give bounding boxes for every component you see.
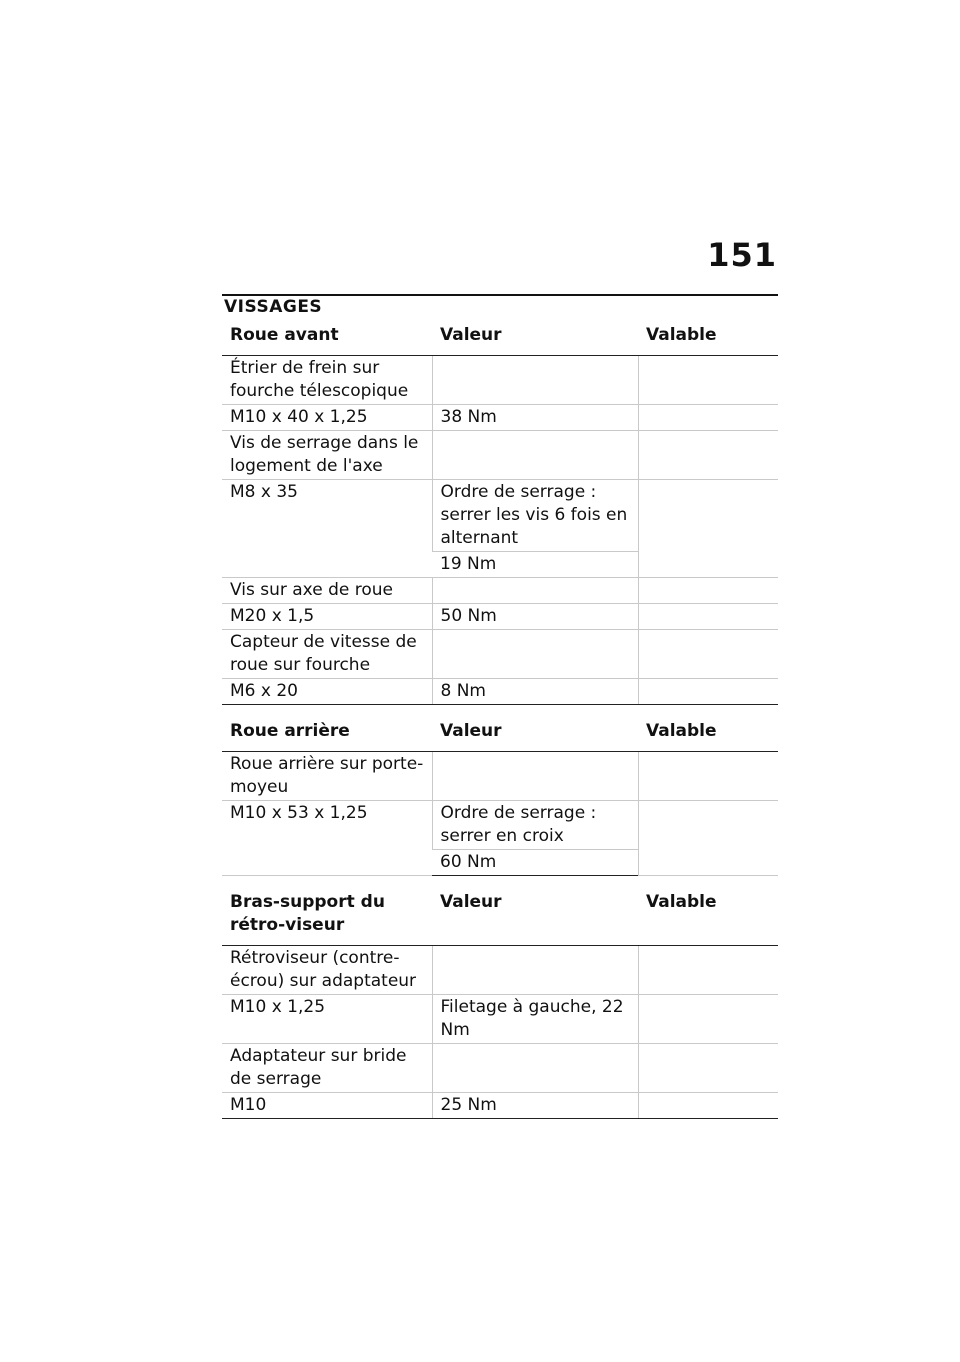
column-header: Bras-support du rétro-viseur [222, 887, 432, 946]
table-header-row [222, 320, 778, 356]
table-row [222, 604, 778, 630]
table-row [222, 946, 778, 995]
thread-cell: M10 x 53 x 1,25 [222, 801, 432, 876]
table-row [222, 356, 778, 405]
thread-cell: M8 x 35 [222, 480, 432, 578]
table-row [222, 630, 778, 679]
section-title: VISSAGES [224, 297, 323, 317]
table-row [222, 405, 778, 431]
table-row [222, 431, 778, 480]
column-header: Roue avant [222, 320, 432, 356]
table-header-row [222, 716, 778, 752]
component-cell: Rétroviseur (contre-écrou) sur adaptateur [222, 946, 432, 995]
thread-cell: M10 [222, 1093, 432, 1119]
value-cell: Filetage à gauche, 22 Nm [432, 995, 638, 1044]
value-cell: 25 Nm [432, 1093, 638, 1119]
component-cell: Vis de serrage dans le logement de l'axe [222, 431, 432, 480]
table-row [222, 1093, 778, 1119]
rear-wheel-table [222, 716, 778, 876]
value-cell: 60 Nm [432, 850, 638, 876]
table-row [222, 578, 778, 604]
column-header: Valable [638, 887, 778, 946]
thread-cell: M10 x 40 x 1,25 [222, 405, 432, 431]
value-cell: 38 Nm [432, 405, 638, 431]
column-header: Valeur [432, 320, 638, 356]
table-row [222, 679, 778, 705]
instruction-cell: Ordre de serrage : serrer en croix [432, 801, 638, 850]
table-row [222, 801, 778, 850]
column-header: Valable [638, 320, 778, 356]
component-cell: Adaptateur sur bride de serrage [222, 1044, 432, 1093]
column-header: Valeur [432, 887, 638, 946]
table-row [222, 1044, 778, 1093]
table-row [222, 752, 778, 801]
value-cell: 50 Nm [432, 604, 638, 630]
thread-cell: M10 x 1,25 [222, 995, 432, 1044]
component-cell: Étrier de frein sur fourche télescopique [222, 356, 432, 405]
section-rule [222, 294, 778, 296]
page-number: 151 [707, 236, 777, 274]
thread-cell: M20 x 1,5 [222, 604, 432, 630]
value-cell: 19 Nm [432, 552, 638, 578]
table-row [222, 995, 778, 1044]
instruction-cell: Ordre de serrage : serrer les vis 6 fois en alternant [432, 480, 638, 552]
component-cell: Roue arrière sur porte-moyeu [222, 752, 432, 801]
table-row [222, 480, 778, 552]
table-header-row [222, 887, 778, 946]
column-header: Valeur [432, 716, 638, 752]
mirror-arm-table [222, 887, 778, 1119]
component-cell: Vis sur axe de roue [222, 578, 432, 604]
column-header: Valable [638, 716, 778, 752]
front-wheel-table [222, 320, 778, 705]
component-cell: Capteur de vitesse de roue sur fourche [222, 630, 432, 679]
column-header: Roue arrière [222, 716, 432, 752]
value-cell: 8 Nm [432, 679, 638, 705]
thread-cell: M6 x 20 [222, 679, 432, 705]
